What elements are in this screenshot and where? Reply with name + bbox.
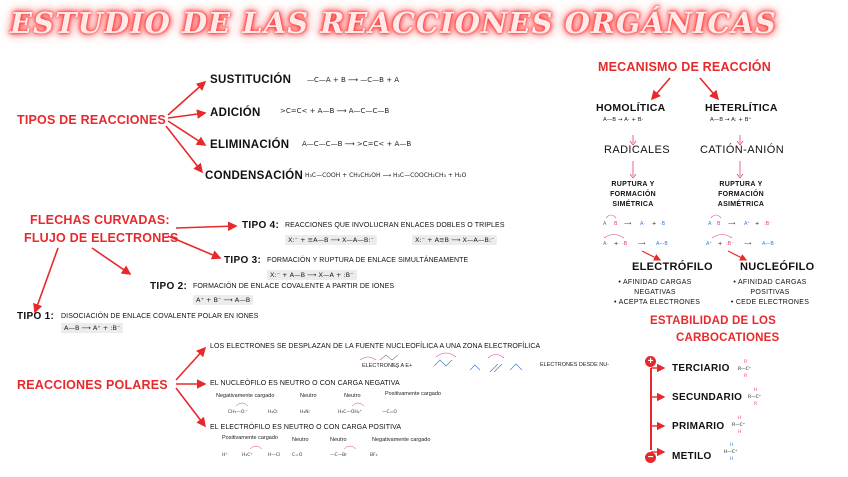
tipo4-label: TIPO 4:	[242, 220, 280, 231]
svg-text:B: B	[614, 221, 618, 227]
arrow-homolitica	[652, 78, 670, 99]
tipo-condensacion-eq: H₃C—COOH + CH₃CH₂OH ⟶ H₃C—COOCH₂CH₃ + H₂O	[305, 172, 467, 179]
svg-text:R—C⁺: R—C⁺	[732, 423, 746, 428]
svg-text:+: +	[614, 241, 619, 247]
polar-2-sub-2: Neutro	[344, 393, 361, 399]
svg-text:⟶: ⟶	[728, 221, 736, 227]
svg-text:H₃C⁺: H₃C⁺	[242, 453, 253, 458]
ruptura-asimetrica: RUPTURA Y FORMACIÓN ASIMÉTRICA	[717, 181, 765, 208]
carbocation-terciario: TERCIARIO	[672, 363, 730, 374]
tipo4-eq-b: X:⁻ + A≡B ⟶ X—A—B:⁻	[412, 235, 497, 245]
svg-text:A: A	[603, 221, 607, 227]
tipo2-desc: FORMACIÓN DE ENLACE COVALENTE A PARTIR DE IONES	[193, 283, 395, 290]
polar-2-sub-1: Neutro	[300, 393, 317, 399]
svg-text:—C—Br: —C—Br	[330, 453, 348, 458]
nucleofilo-label: NUCLEÓFILO	[740, 261, 815, 273]
svg-text:+: +	[652, 221, 657, 227]
carbocation-primario: PRIMARIO	[672, 421, 725, 432]
arrow-adicion	[168, 113, 205, 118]
tipo-condensacion-label: CONDENSACIÓN	[205, 170, 304, 182]
tipo4-desc: REACCIONES QUE INVOLUCRAN ENLACES DOBLES O TRIPLES	[285, 222, 505, 229]
tipo2-eq: A⁺ + B⁻ ⟶ A—B	[193, 295, 253, 305]
svg-text:A—B: A—B	[656, 241, 668, 247]
tipo1-desc: DISOCIACIÓN DE ENLACE COVALENTE POLAR EN IONES	[61, 313, 259, 320]
minus-icon: −	[645, 452, 656, 463]
nucleofilo-bullets: • AFINIDAD CARGAS POSITIVAS • CEDE ELECTRONES	[730, 279, 810, 306]
svg-text:A—B: A—B	[762, 241, 774, 247]
tipo-eliminacion-label: ELIMINACIÓN	[210, 139, 290, 151]
polares-heading: REACCIONES POLARES	[17, 378, 168, 392]
svg-text::B⁻: :B⁻	[764, 221, 772, 227]
electrofilo-label: ELECTRÓFILO	[632, 261, 713, 273]
estabilidad-heading-1: ESTABILIDAD DE LOS	[650, 315, 777, 327]
cation-anion-label: CATIÓN-ANIÓN	[700, 144, 785, 156]
svg-text:C=O: C=O	[292, 453, 303, 458]
svg-text::B⁻: :B⁻	[726, 241, 734, 247]
svg-text:⟶: ⟶	[624, 221, 632, 227]
arrow-polar-1	[176, 348, 205, 380]
svg-text:⟶: ⟶	[638, 241, 646, 247]
arrow-heterolitica	[700, 78, 718, 99]
svg-text:B: B	[717, 221, 721, 227]
tipo3-eq: X:⁻ + A—B ⟶ X—A + :B⁻	[267, 270, 357, 280]
svg-text:CH₃—O:⁻: CH₃—O:⁻	[228, 410, 249, 415]
svg-text:R—C⁺: R—C⁺	[738, 367, 752, 372]
arrow-tipo4	[176, 226, 236, 228]
tipo1-label: TIPO 1:	[17, 311, 55, 322]
tipo-adicion-eq: >C=C< + A—B ⟶ A—C—C—B	[280, 107, 390, 115]
svg-text:+: +	[755, 221, 760, 227]
tipo3-desc: FORMACIÓN Y RUPTURA DE ENLACE SIMULTÁNEAMENTE	[267, 257, 469, 264]
electrofilo-bullets: • AFINIDAD CARGAS NEGATIVAS • ACEPTA ELECTRONES	[614, 279, 701, 306]
polar-3-sub-3: Negativamente cargado	[372, 437, 431, 443]
heterolitica-eq: A—B → A: + B⁺	[710, 117, 752, 123]
ruptura-simetrica: RUPTURA Y FORMACIÓN SIMÉTRICA	[610, 181, 656, 208]
homolitica-label: HOMOLÍTICA	[596, 102, 666, 114]
svg-text:+: +	[718, 241, 723, 247]
svg-text:R—C⁺: R—C⁺	[748, 395, 762, 400]
mecanismo-heading: MECANISMO DE REACCIÓN	[598, 60, 771, 74]
homolitica-eq: A—B → A· + B·	[603, 117, 644, 123]
arrow-tipo2	[92, 248, 130, 274]
polar-3-sub-0: Positivamente cargado	[222, 435, 278, 441]
svg-text:R: R	[744, 374, 748, 379]
svg-text:H—C⁺: H—C⁺	[724, 450, 738, 455]
svg-text:H₂O:: H₂O:	[268, 410, 279, 415]
arrow-sustitucion	[168, 82, 205, 115]
estabilidad-heading-2: CARBOCATIONES	[676, 332, 780, 344]
page-title: ESTUDIO DE LAS REACCIONES ORGÁNICAS	[10, 6, 777, 40]
flechas-heading-2: FLUJO DE ELECTRONES	[24, 231, 179, 245]
svg-text:H₃N:: H₃N:	[300, 410, 311, 415]
polar-1-note-a: ELECTRONES A E+	[362, 363, 413, 369]
carbocation-metilo: METILO	[672, 451, 712, 462]
tipo1-eq: A—B ⟶ A⁺ + :B⁻	[61, 323, 123, 333]
carbocation-secundario: SECUNDARIO	[672, 392, 743, 403]
svg-text:·B: ·B	[622, 241, 628, 247]
tipo-sustitucion-eq: —C—A + B ⟶ —C—B + A	[307, 76, 400, 84]
svg-text:H: H	[738, 416, 742, 421]
tipo4-eq-a: X:⁻ + ≡A—B ⟶ X—A—B:⁻	[285, 235, 377, 245]
svg-text:⟶: ⟶	[744, 241, 752, 247]
plus-icon: +	[645, 356, 656, 367]
svg-text:H: H	[730, 443, 734, 448]
tipo-adicion-label: ADICIÓN	[210, 107, 261, 119]
svg-text:H—Cl: H—Cl	[268, 453, 281, 458]
svg-text:H⁺: H⁺	[222, 453, 228, 458]
polar-2-sub-3: Positivamente cargado	[385, 391, 441, 397]
polar-2-text: EL NUCLEÓFILO ES NEUTRO O CON CARGA NEGATIVA	[210, 380, 400, 387]
svg-text:R: R	[744, 360, 748, 365]
svg-text:·B: ·B	[660, 221, 666, 227]
svg-text:A·: A·	[603, 241, 609, 247]
tipo2-label: TIPO 2:	[150, 281, 188, 292]
svg-text:H: H	[738, 430, 742, 435]
tipos-heading: TIPOS DE REACCIONES	[17, 113, 166, 127]
polar-3-sub-1: Neutro	[292, 437, 309, 443]
tipo-sustitucion-label: SUSTITUCIÓN	[210, 74, 292, 86]
polar-1-note-b: ELECTRONES DESDE NU-	[540, 362, 610, 368]
polar-3-sub-2: Neutro	[330, 437, 347, 443]
arrow-condensacion	[166, 126, 202, 172]
polar-1-text: LOS ELECTRONES SE DESPLAZAN DE LA FUENTE NUCLEOFÍLICA A UNA ZONA ELECTROFÍLICA	[210, 343, 541, 350]
radicales-label: RADICALES	[604, 144, 670, 156]
tipo-eliminacion-eq: A—C—C—B ⟶ >C=C< + A—B	[302, 140, 412, 148]
svg-text:—C=O: —C=O	[382, 410, 397, 415]
svg-text:BF₃: BF₃	[370, 453, 378, 458]
arrow-tipo1	[35, 248, 58, 312]
heterolitica-label: HETERLÍTICA	[705, 102, 778, 114]
polar-3-text: EL ELECTRÓFILO ES NEUTRO O CON CARGA POSITIVA	[210, 424, 402, 431]
svg-text:A⁺: A⁺	[706, 241, 713, 247]
flechas-heading-1: FLECHAS CURVADAS:	[30, 213, 170, 227]
tipo3-label: TIPO 3:	[224, 255, 262, 266]
svg-text:H₃C—OH₂⁺: H₃C—OH₂⁺	[338, 410, 362, 415]
svg-text:A⁺: A⁺	[744, 221, 751, 227]
svg-text:H: H	[754, 388, 758, 393]
svg-text:A: A	[708, 221, 712, 227]
svg-text:R: R	[754, 402, 758, 407]
polar-2-sub-0: Negativamente cargado	[216, 393, 275, 399]
svg-text:A·: A·	[640, 221, 646, 227]
arrow-polar-3	[176, 388, 205, 426]
arrow-eliminacion	[168, 121, 205, 145]
svg-text:H: H	[730, 457, 734, 462]
